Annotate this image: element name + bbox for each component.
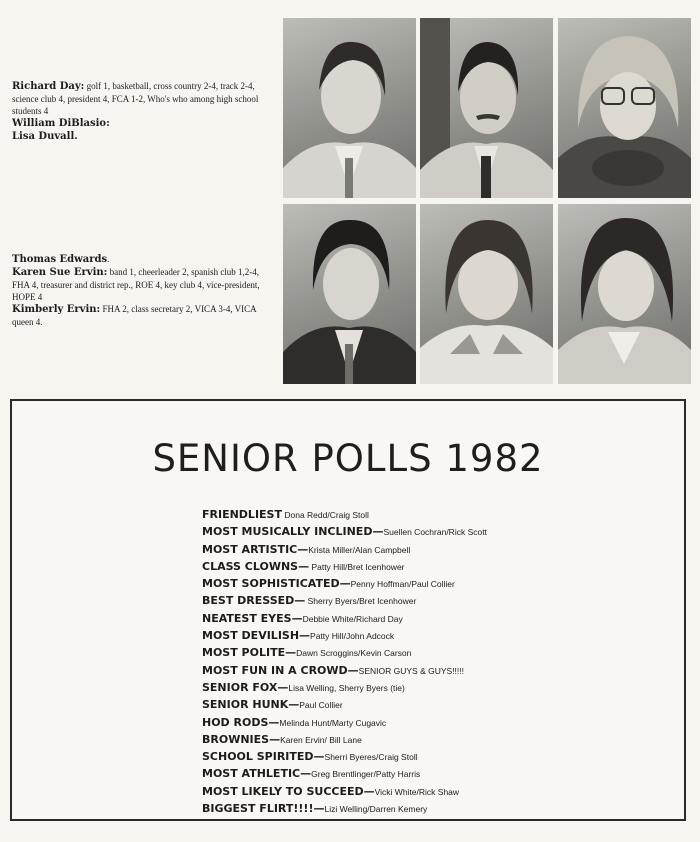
- poll-row: MOST FUN IN A CROWD—SENIOR GUYS & GUYS!!!!!: [202, 663, 465, 677]
- poll-row: MOST DEVILISH—Patty Hill/John Adcock: [202, 629, 395, 643]
- poll-row: MOST ARTISTIC—Krista Miller/Alan Campbell: [202, 542, 411, 556]
- caption-group-bottom: [12, 253, 274, 328]
- portrait-kimberly-ervin: [558, 204, 691, 384]
- portrait-icon: [420, 18, 553, 198]
- portrait-icon: [558, 204, 691, 384]
- poll-row: SCHOOL SPIRITED—Sherri Byeres/Craig Stoll: [202, 750, 418, 764]
- portrait-icon: [558, 18, 691, 198]
- poll-row: SENIOR FOX—Lisa Welling, Sherry Byers (tie): [202, 680, 405, 694]
- portrait-lisa-duvall: [558, 18, 691, 198]
- portrait-icon: [283, 18, 416, 198]
- portrait-william-diblasio: [420, 18, 553, 198]
- caption-lisa-duvall: Lisa Duvall.: [12, 131, 78, 142]
- caption-group-top: [12, 80, 274, 143]
- poll-row: MOST SOPHISTICATED—Penny Hoffman/Paul Collier: [202, 577, 455, 591]
- caption-thomas-edwards: Thomas Edwards.: [12, 254, 110, 265]
- poll-row: HOD RODS—Melinda Hunt/Marty Cugavic: [202, 715, 387, 729]
- poll-row: BIGGEST FLIRT!!!!—Lizi Welling/Darren Kemery: [202, 802, 428, 816]
- poll-list: [202, 505, 672, 816]
- portrait-icon: [420, 204, 553, 384]
- poll-row: MOST POLITE—Dawn Scroggins/Kevin Carson: [202, 646, 412, 660]
- poll-row: BROWNIES—Karen Ervin/ Bill Lane: [202, 732, 362, 746]
- caption-william-diblasio: William DiBlasio:: [12, 118, 110, 129]
- poll-row: MOST LIKELY TO SUCCEED—Vicki White/Rick Shaw: [202, 784, 460, 798]
- poll-row: MOST ATHLETIC—Greg Brentlinger/Patty Harris: [202, 767, 421, 781]
- poll-row: FRIENDLIEST Dona Redd/Craig Stoll: [202, 508, 369, 521]
- poll-row: NEATEST EYES—Debbie White/Richard Day: [202, 611, 403, 625]
- poll-row: MOST MUSICALLY INCLINED—Suellen Cochran/Rick Scott: [202, 525, 487, 539]
- portrait-richard-day: [283, 18, 416, 198]
- caption-karen-ervin: Karen Sue Ervin: band 1, cheerleader 2, spanish club 1,2-4, FHA 4, treasurer and district rep., ROE 4, key club 4, vice-president, HOPE 4: [12, 267, 260, 302]
- caption-richard-day: Richard Day: golf 1, basketball, cross country 2-4, track 2-4, science club 4, president 4, FCA 1-2, Who's who among high school students 4: [12, 81, 259, 116]
- portrait-thomas-edwards: [283, 204, 416, 384]
- portrait-icon: [283, 204, 416, 384]
- poll-title: SENIOR POLLS 1982: [152, 437, 544, 480]
- senior-polls-box: [10, 399, 686, 821]
- portrait-karen-ervin: [420, 204, 553, 384]
- poll-row: SENIOR HUNK—Paul Collier: [202, 698, 343, 712]
- poll-row: CLASS CLOWNS— Patty Hill/Bret Icenhower: [202, 559, 405, 573]
- caption-kimberly-ervin: Kimberly Ervin: FHA 2, class secretary 2, VICA 3-4, VICA queen 4.: [12, 304, 257, 327]
- poll-row: BEST DRESSED— Sherry Byers/Bret Icenhower: [202, 594, 417, 608]
